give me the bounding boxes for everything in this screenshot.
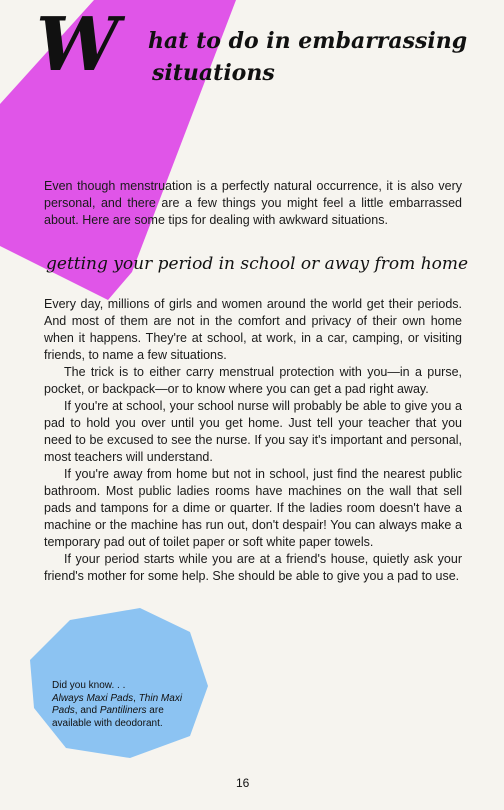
- product-name: Thin Maxi Pads: [52, 692, 183, 716]
- product-name: Always Maxi Pads: [52, 692, 134, 704]
- section-body: [44, 296, 462, 585]
- section-heading: getting your period in school or away from home: [46, 254, 469, 274]
- section-paragraph: If your period starts while you are at a friend's house, quietly ask your friend's mother for some help. She should be able to give you a pad to use.: [44, 552, 462, 583]
- separator: ,: [133, 692, 139, 704]
- did-you-know-note: [52, 680, 202, 730]
- page-number: 16: [236, 776, 250, 790]
- product-name: Pantiliners: [99, 705, 147, 716]
- title-line-2: situations: [152, 60, 275, 86]
- did-you-know-tail: are available with deodorant.: [52, 705, 164, 729]
- did-you-know-body: [52, 693, 202, 731]
- intro-paragraph: Even though menstruation is a perfectly natural occurrence, it is also very personal, and there are a few things you might feel a little embarrassed about. Here are some tips for dealing with awkward situations.: [44, 179, 462, 227]
- separator: , and: [74, 705, 100, 716]
- title-initial-letter: W: [36, 2, 112, 88]
- title-line-1: hat to do in embarrassing: [148, 28, 468, 54]
- section-paragraph: If you're at school, your school nurse will probably be able to give you a pad to hold you over until you get home. Just tell your teacher that you need to be excused to see the nurse. If you say it's important and personal, most teachers will understand.: [44, 399, 462, 464]
- section-paragraph: The trick is to either carry menstrual protection with you—in a purse, pocket, or backpack—or to know where you can get a pad right away.: [44, 365, 462, 396]
- section-paragraph: Every day, millions of girls and women around the world get their periods. And most of them are not in the comfort and privacy of their own home when it happens. They're at school, at work, in a car, camping, or visiting friends, to name a few situations.: [44, 297, 462, 362]
- did-you-know-lead: Did you know. . .: [52, 680, 126, 691]
- section-paragraph: If you're away from home but not in school, just find the nearest public bathroom. Most public ladies rooms have machines on the wall that sell pads and tampons for a dime or quarter. If the ladies room doesn't have a machine or the machine has run out, don't despair! You can always make a temporary pad out of toilet paper or soft white paper towels.: [44, 467, 462, 549]
